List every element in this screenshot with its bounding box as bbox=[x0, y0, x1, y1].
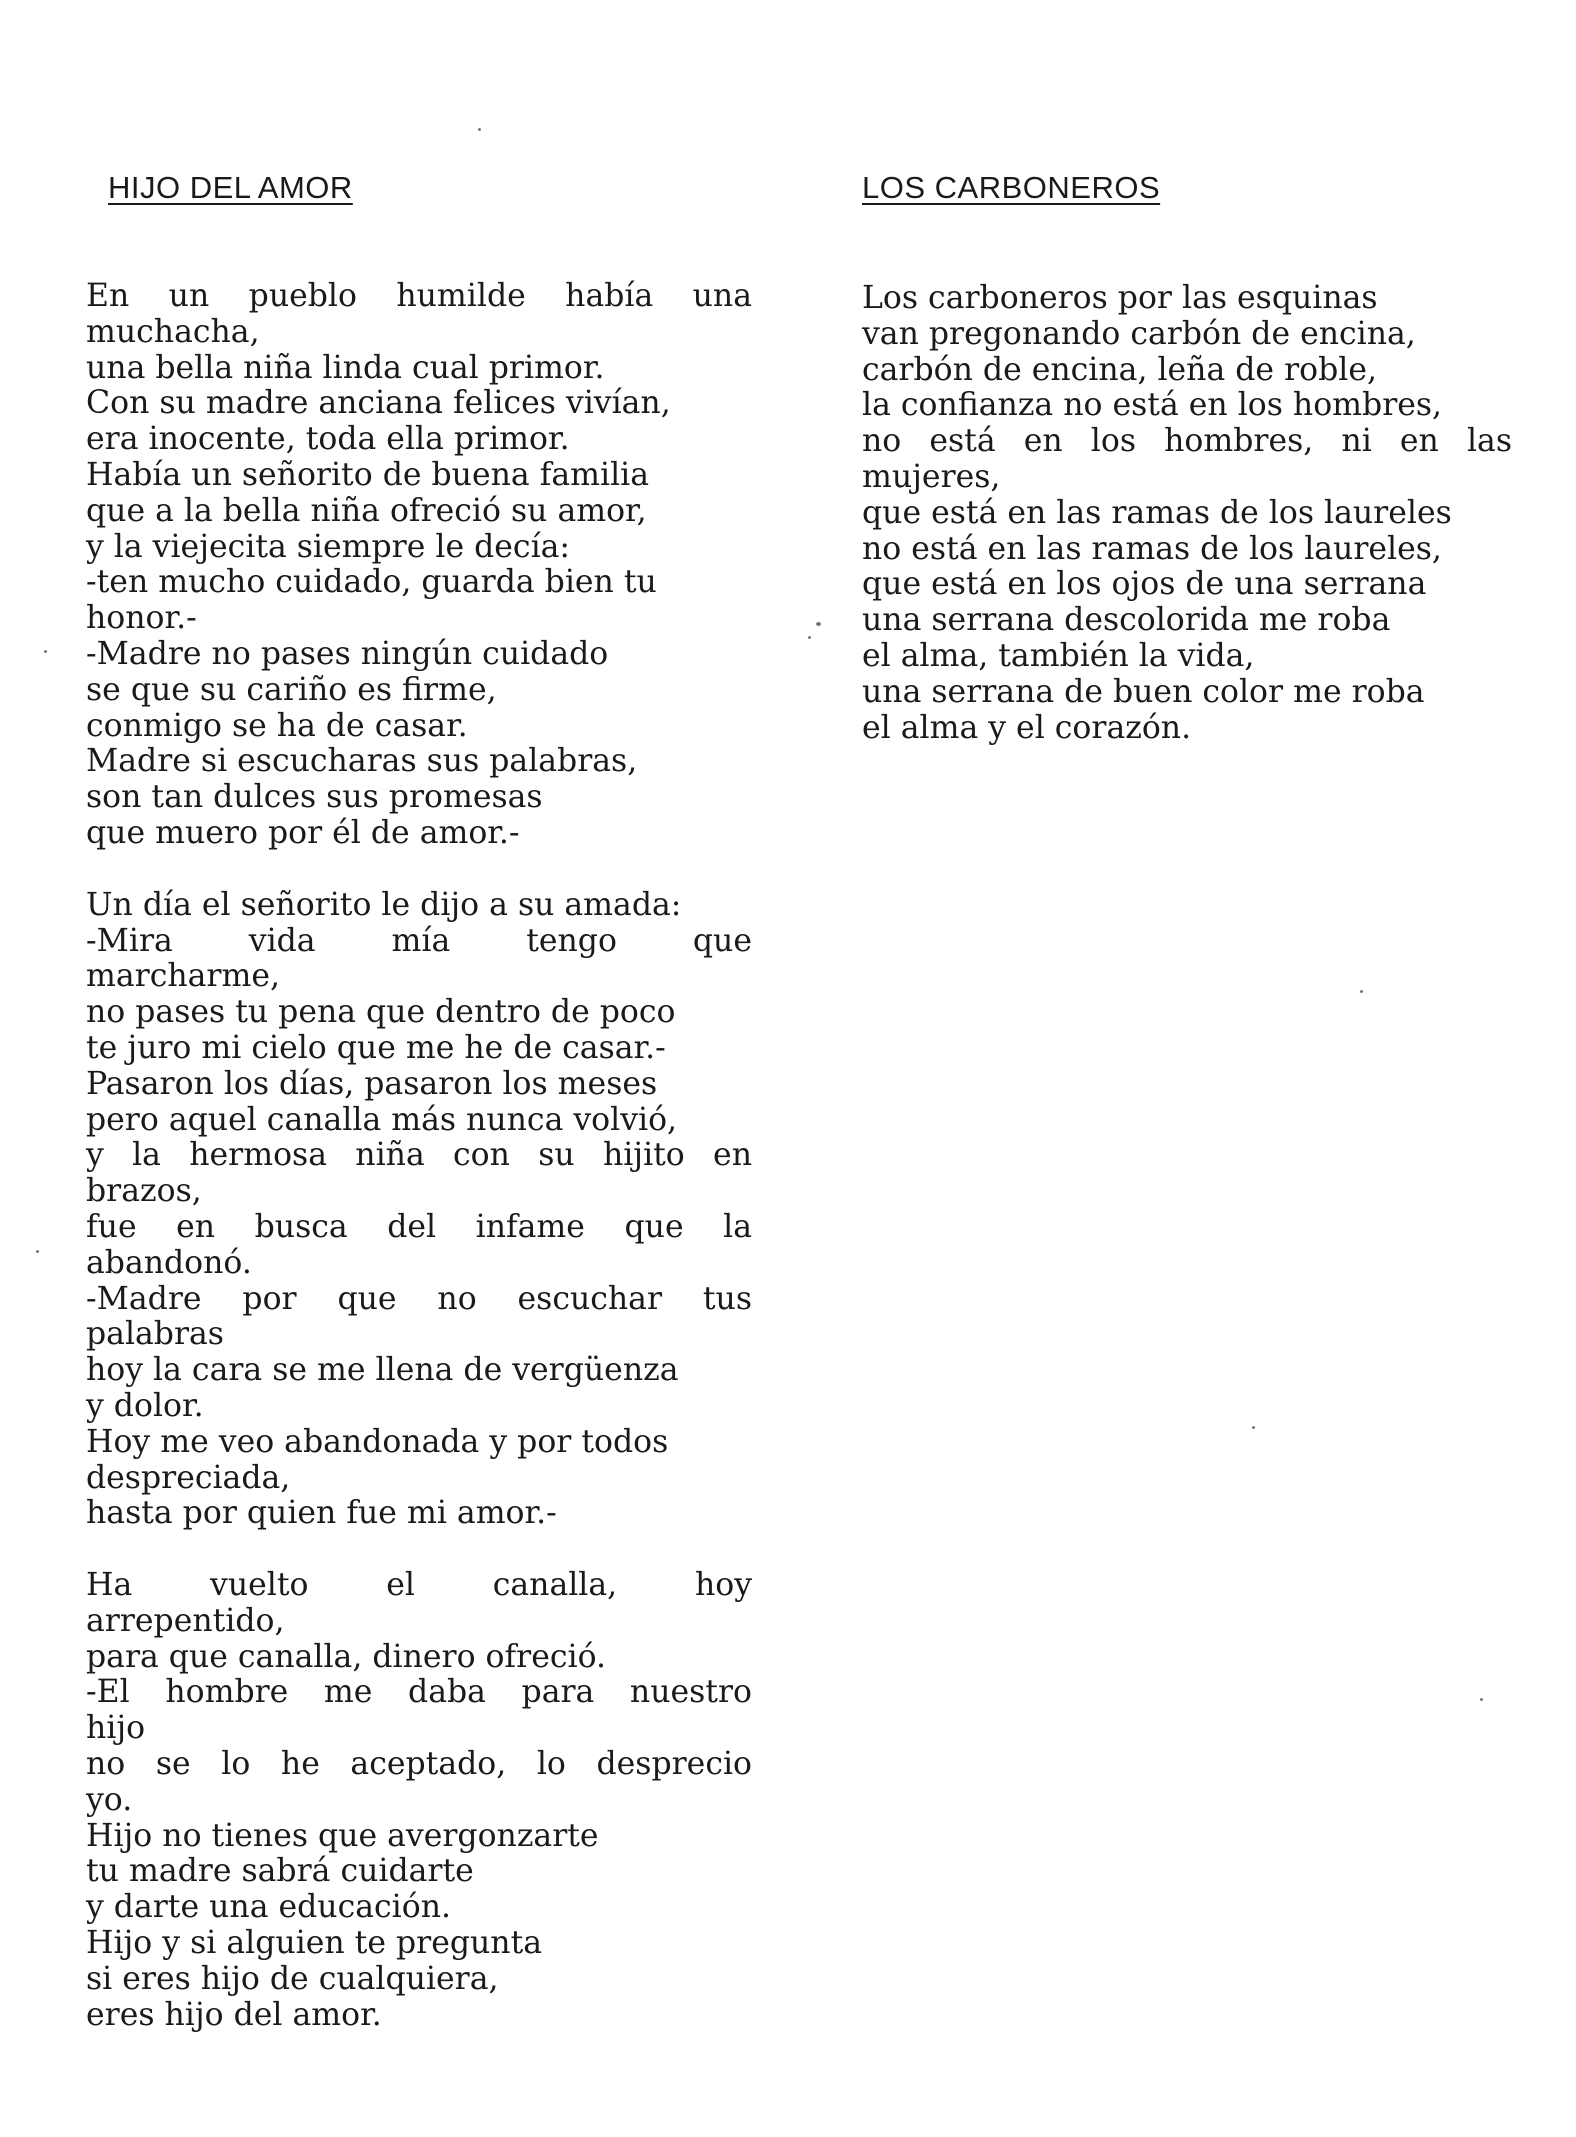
verse-line: -ten mucho cuidado, guarda bien tu bbox=[86, 564, 657, 601]
verse-line: no pases tu pena que dentro de poco bbox=[86, 994, 676, 1031]
verse-line: si eres hijo de cualquiera, bbox=[86, 1960, 499, 1997]
stanza bbox=[86, 279, 752, 852]
verse-line: mujeres, bbox=[862, 458, 1001, 495]
verse-line: una serrana descolorida me roba bbox=[862, 602, 1391, 639]
verse-line: y la viejecita siempre le decía: bbox=[86, 528, 571, 565]
scan-speck bbox=[808, 636, 811, 639]
stanza bbox=[86, 888, 752, 1532]
verse-line: Hoy me veo abandonada y por todos bbox=[86, 1423, 669, 1460]
verse-line: brazos, bbox=[86, 1173, 202, 1210]
verse-line: Con su madre anciana felices vivían, bbox=[86, 385, 671, 422]
verse-line: palabras bbox=[86, 1316, 224, 1353]
verse-line: -El hombre me daba para nuestro bbox=[86, 1674, 752, 1711]
verse-line: Hijo no tienes que avergonzarte bbox=[86, 1817, 599, 1854]
scan-speck bbox=[44, 650, 47, 653]
verse-line: que está en las ramas de los laureles bbox=[862, 494, 1452, 531]
verse-line: Los carboneros por las esquinas bbox=[862, 280, 1378, 316]
verse-line: En un pueblo humilde había una bbox=[86, 278, 752, 314]
stanza bbox=[862, 281, 1512, 746]
verse-line: -Mira vida mía tengo que bbox=[86, 922, 752, 959]
verse-line: son tan dulces sus promesas bbox=[86, 779, 543, 816]
verse-line: Había un señorito de buena familia bbox=[86, 456, 650, 493]
verse-line: que a la bella niña ofreció su amor, bbox=[86, 492, 647, 529]
verse-line: hijo bbox=[86, 1710, 146, 1747]
verse-line: una bella niña linda cual primor. bbox=[86, 349, 605, 386]
verse-line: y dolor. bbox=[86, 1387, 204, 1424]
scan-speck bbox=[816, 622, 821, 626]
poem-body bbox=[862, 281, 1512, 782]
verse-line: abandonó. bbox=[86, 1244, 252, 1281]
verse-line: despreciada, bbox=[86, 1459, 291, 1496]
verse-line: pero aquel canalla más nunca volvió, bbox=[86, 1101, 678, 1138]
verse-line: carbón de encina, leña de roble, bbox=[862, 351, 1377, 388]
verse-line: y la hermosa niña con su hijito en bbox=[86, 1137, 752, 1174]
verse-line: Madre si escucharas sus palabras, bbox=[86, 743, 638, 780]
verse-line: se que su cariño es firme, bbox=[86, 671, 497, 708]
scan-speck bbox=[1360, 990, 1363, 993]
verse-line: una serrana de buen color me roba bbox=[862, 673, 1425, 710]
poem-body bbox=[86, 279, 752, 2069]
verse-line: hasta por quien fue mi amor.- bbox=[86, 1495, 557, 1532]
verse-line: no se lo he aceptado, lo desprecio bbox=[86, 1746, 752, 1783]
verse-line: no está en los hombres, ni en las bbox=[862, 423, 1512, 460]
scan-speck bbox=[1252, 1426, 1255, 1429]
verse-line: el alma, también la vida, bbox=[862, 637, 1255, 674]
verse-line: eres hijo del amor. bbox=[86, 1996, 382, 2033]
verse-line: fue en busca del infame que la bbox=[86, 1208, 752, 1245]
verse-line: Un día el señorito le dijo a su amada: bbox=[86, 886, 682, 923]
verse-line: Pasaron los días, pasaron los meses bbox=[86, 1065, 658, 1102]
verse-line: la confianza no está en los hombres, bbox=[862, 387, 1443, 424]
verse-line: que está en los ojos de una serrana bbox=[862, 566, 1427, 603]
verse-line: van pregonando carbón de encina, bbox=[862, 315, 1416, 352]
poem-title: LOS CARBONEROS bbox=[862, 170, 1161, 205]
verse-line: era inocente, toda ella primor. bbox=[86, 421, 570, 458]
verse-line: que muero por él de amor.- bbox=[86, 814, 520, 851]
verse-line: no está en las ramas de los laureles, bbox=[862, 530, 1442, 567]
verse-line: marcharme, bbox=[86, 958, 280, 995]
verse-line: honor.- bbox=[86, 600, 197, 637]
verse-line: -Madre por que no escuchar tus bbox=[86, 1280, 752, 1317]
stanza bbox=[86, 1568, 752, 2033]
verse-line: -Madre no pases ningún cuidado bbox=[86, 635, 609, 672]
scan-speck bbox=[478, 128, 481, 131]
verse-line: conmigo se ha de casar. bbox=[86, 707, 468, 744]
verse-line: para que canalla, dinero ofreció. bbox=[86, 1638, 607, 1675]
verse-line: arrepentido, bbox=[86, 1602, 285, 1639]
verse-line: el alma y el corazón. bbox=[862, 709, 1192, 746]
verse-line: Ha vuelto el canalla, hoy bbox=[86, 1567, 752, 1604]
scan-speck bbox=[36, 1250, 39, 1253]
verse-line: y darte una educación. bbox=[86, 1889, 451, 1926]
poem-title: HIJO DEL AMOR bbox=[108, 170, 353, 205]
verse-line: te juro mi cielo que me he de casar.- bbox=[86, 1029, 666, 1066]
verse-line: yo. bbox=[86, 1781, 133, 1818]
verse-line: hoy la cara se me llena de vergüenza bbox=[86, 1352, 679, 1389]
verse-line: tu madre sabrá cuidarte bbox=[86, 1853, 474, 1890]
scan-speck bbox=[1480, 1698, 1483, 1701]
verse-line: Hijo y si alguien te pregunta bbox=[86, 1925, 543, 1962]
verse-line: muchacha, bbox=[86, 313, 260, 350]
